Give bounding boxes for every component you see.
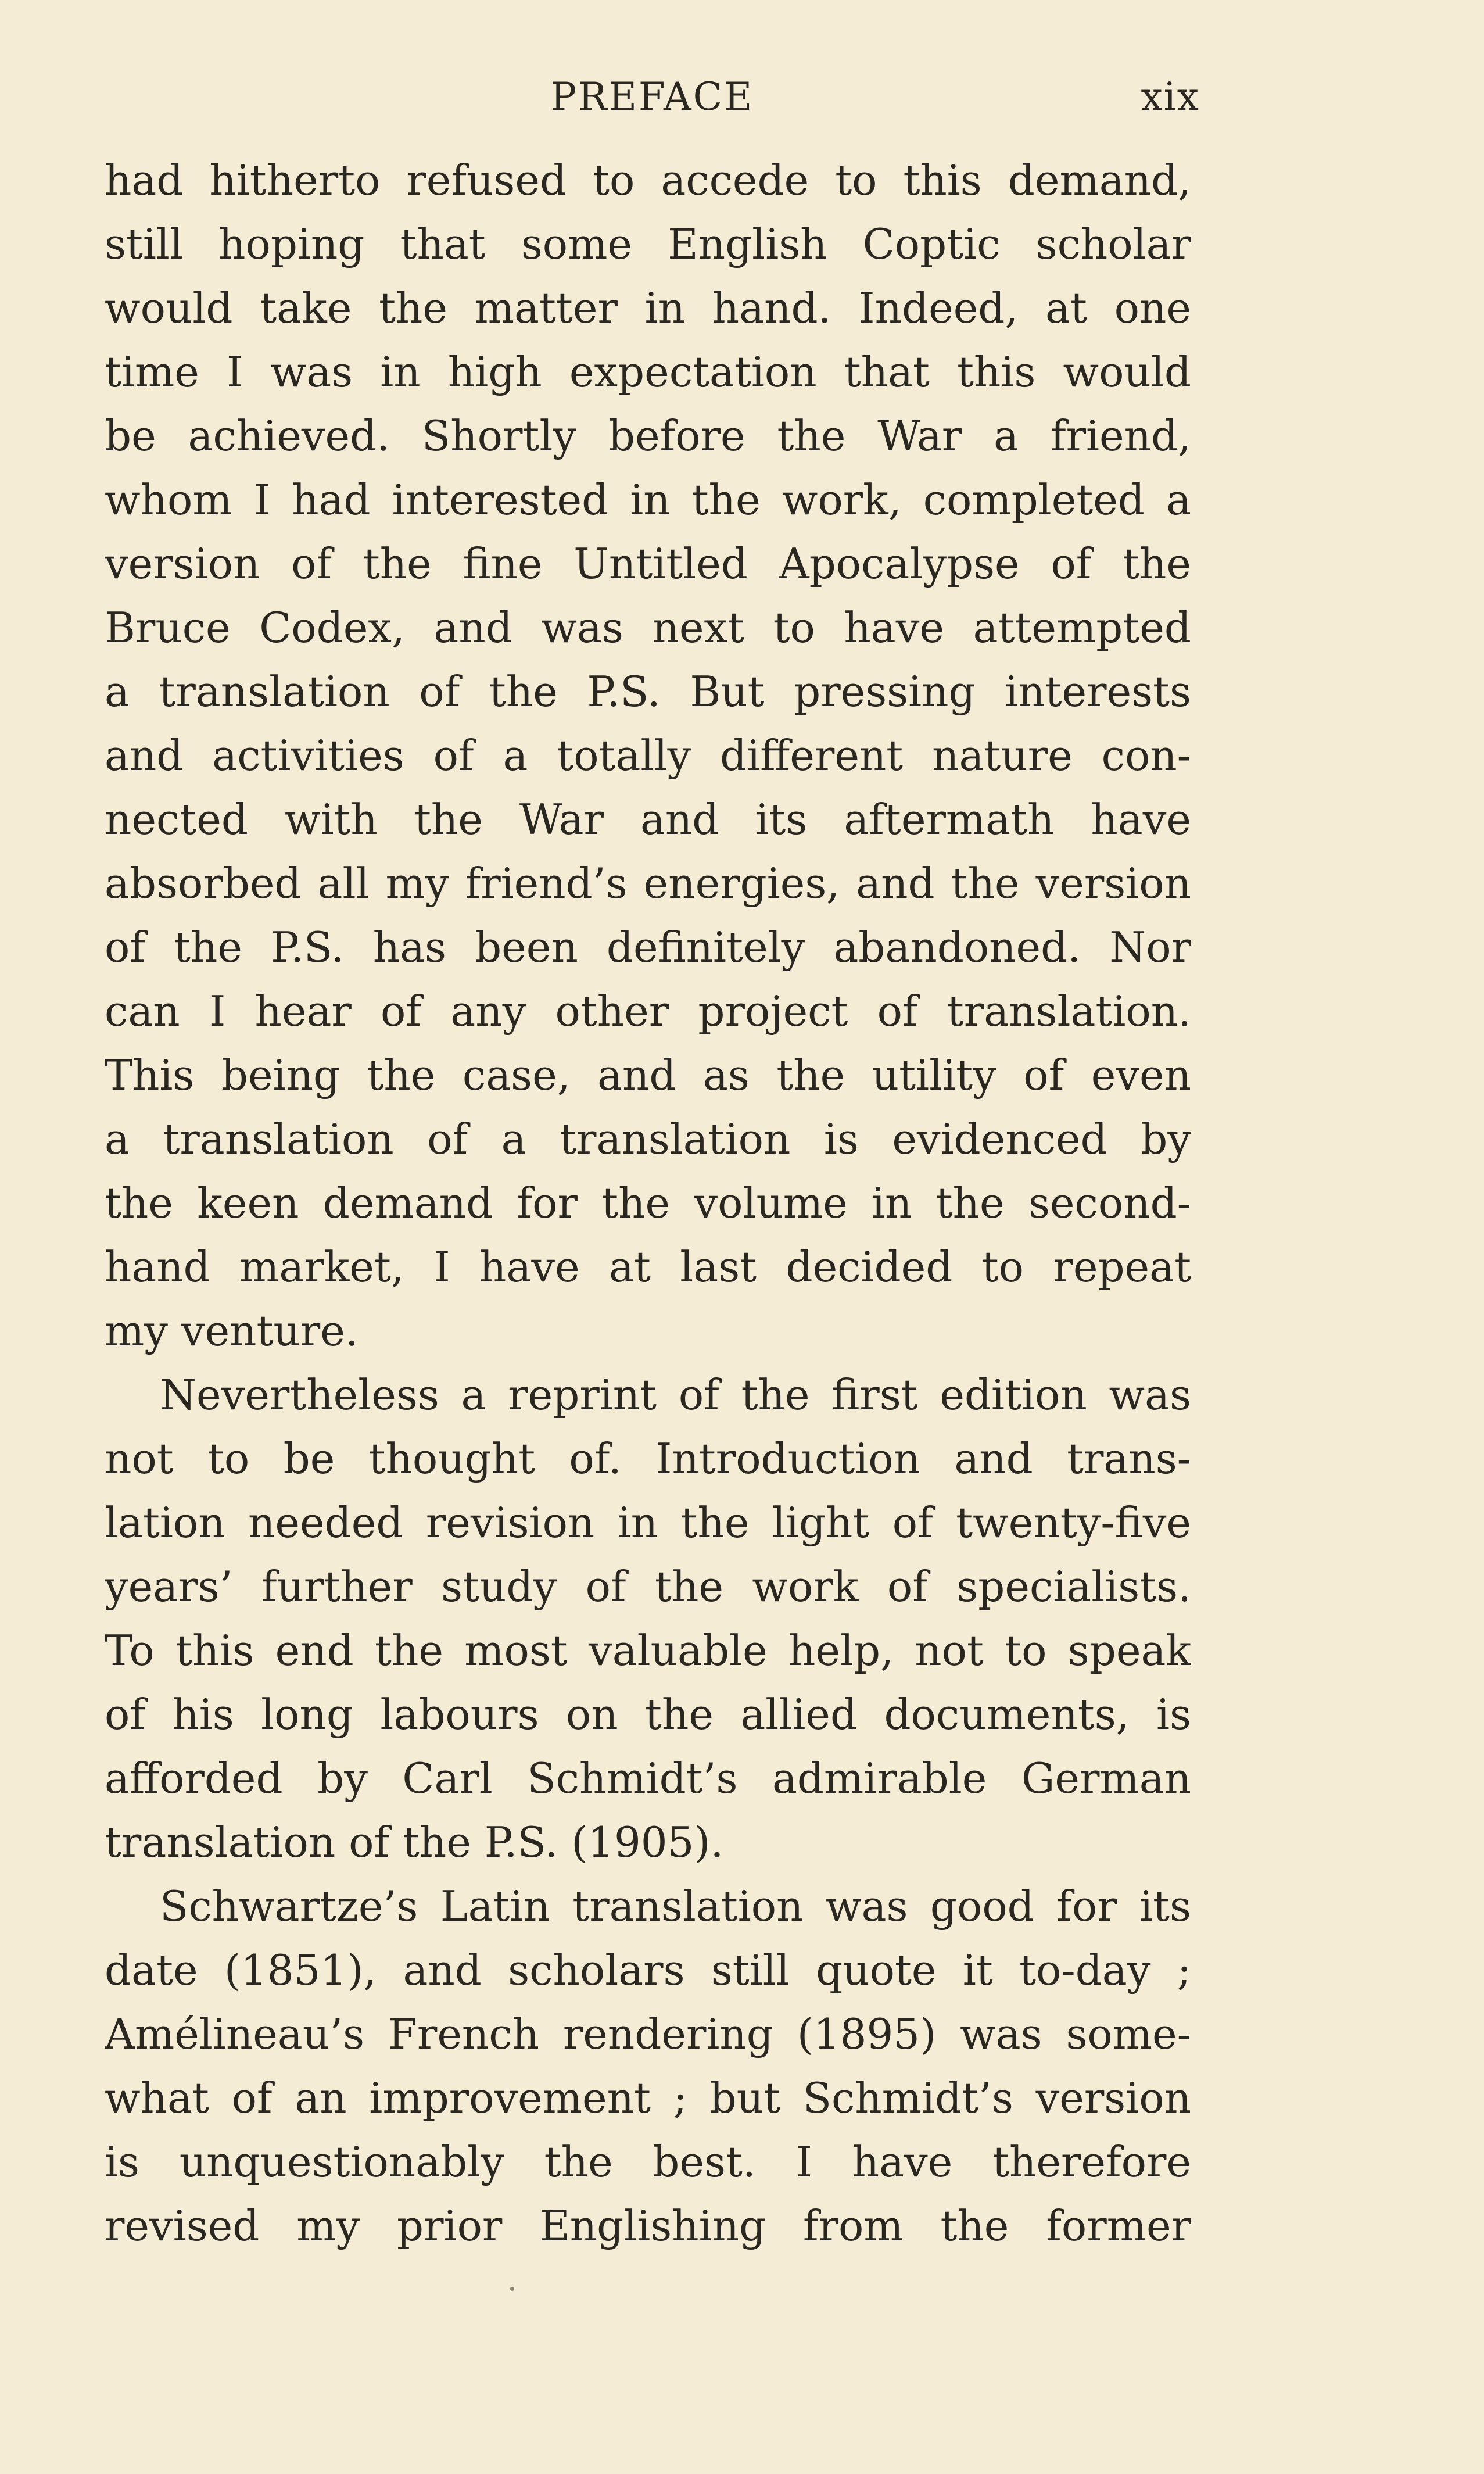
- text-line: what of an improvement ; but Schmidt’s version: [105, 2074, 1191, 2122]
- text-line: whom I had interested in the work, completed a: [105, 475, 1191, 524]
- text-line: had hitherto refused to accede to this demand,: [105, 156, 1191, 205]
- text-line: absorbed all my friend’s energies, and the version: [105, 859, 1191, 908]
- text-line: This being the case, and as the utility of even: [105, 1051, 1191, 1100]
- text-line: lation needed revision in the light of twenty-five: [105, 1498, 1191, 1547]
- page-number: xix: [1141, 74, 1200, 119]
- running-head: [105, 74, 1200, 133]
- text-line: of the P.S. has been definitely abandoned. Nor: [105, 923, 1191, 972]
- text-line: date (1851), and scholars still quote it to-day ;: [105, 1946, 1191, 1995]
- text-line: time I was in high expectation that this would: [105, 348, 1191, 396]
- text-line: afforded by Carl Schmidt’s admirable German: [105, 1754, 1191, 1803]
- text-line: translation of the P.S. (1905).: [105, 1818, 724, 1867]
- text-line: is unquestionably the best. I have therefore: [105, 2138, 1191, 2186]
- text-line: version of the fine Untitled Apocalypse of the: [105, 539, 1191, 588]
- text-line: nected with the War and its aftermath have: [105, 795, 1191, 844]
- text-line: can I hear of any other project of translation.: [105, 987, 1191, 1036]
- text-line: would take the matter in hand. Indeed, at one: [105, 284, 1191, 332]
- text-line: a translation of a translation is evidenced by: [105, 1115, 1191, 1163]
- text-line: be achieved. Shortly before the War a friend,: [105, 411, 1191, 460]
- text-line: and activities of a totally different nature con-: [105, 731, 1191, 780]
- text-line: Nevertheless a reprint of the first edition was: [160, 1370, 1191, 1419]
- text-line: To this end the most valuable help, not to speak: [105, 1626, 1191, 1675]
- running-title: PREFACE: [550, 74, 754, 119]
- text-line: Amélineau’s French rendering (1895) was some-: [105, 2010, 1191, 2058]
- text-line: not to be thought of. Introduction and trans-: [105, 1434, 1191, 1483]
- text-line: Bruce Codex, and was next to have attempted: [105, 603, 1191, 652]
- paper-speck: [510, 2287, 514, 2291]
- text-line: the keen demand for the volume in the second-: [105, 1179, 1191, 1227]
- text-line: Schwartze’s Latin translation was good for its: [160, 1882, 1191, 1931]
- text-line: of his long labours on the allied documents, is: [105, 1690, 1191, 1739]
- body-text: [105, 148, 1191, 2258]
- text-line: my venture.: [105, 1306, 359, 1355]
- text-line: revised my prior Englishing from the former: [105, 2201, 1191, 2250]
- text-line: still hoping that some English Coptic scholar: [105, 220, 1191, 268]
- text-line: years’ further study of the work of specialists.: [105, 1562, 1191, 1611]
- text-line: a translation of the P.S. But pressing interests: [105, 667, 1191, 716]
- text-line: hand market, I have at last decided to repeat: [105, 1243, 1191, 1291]
